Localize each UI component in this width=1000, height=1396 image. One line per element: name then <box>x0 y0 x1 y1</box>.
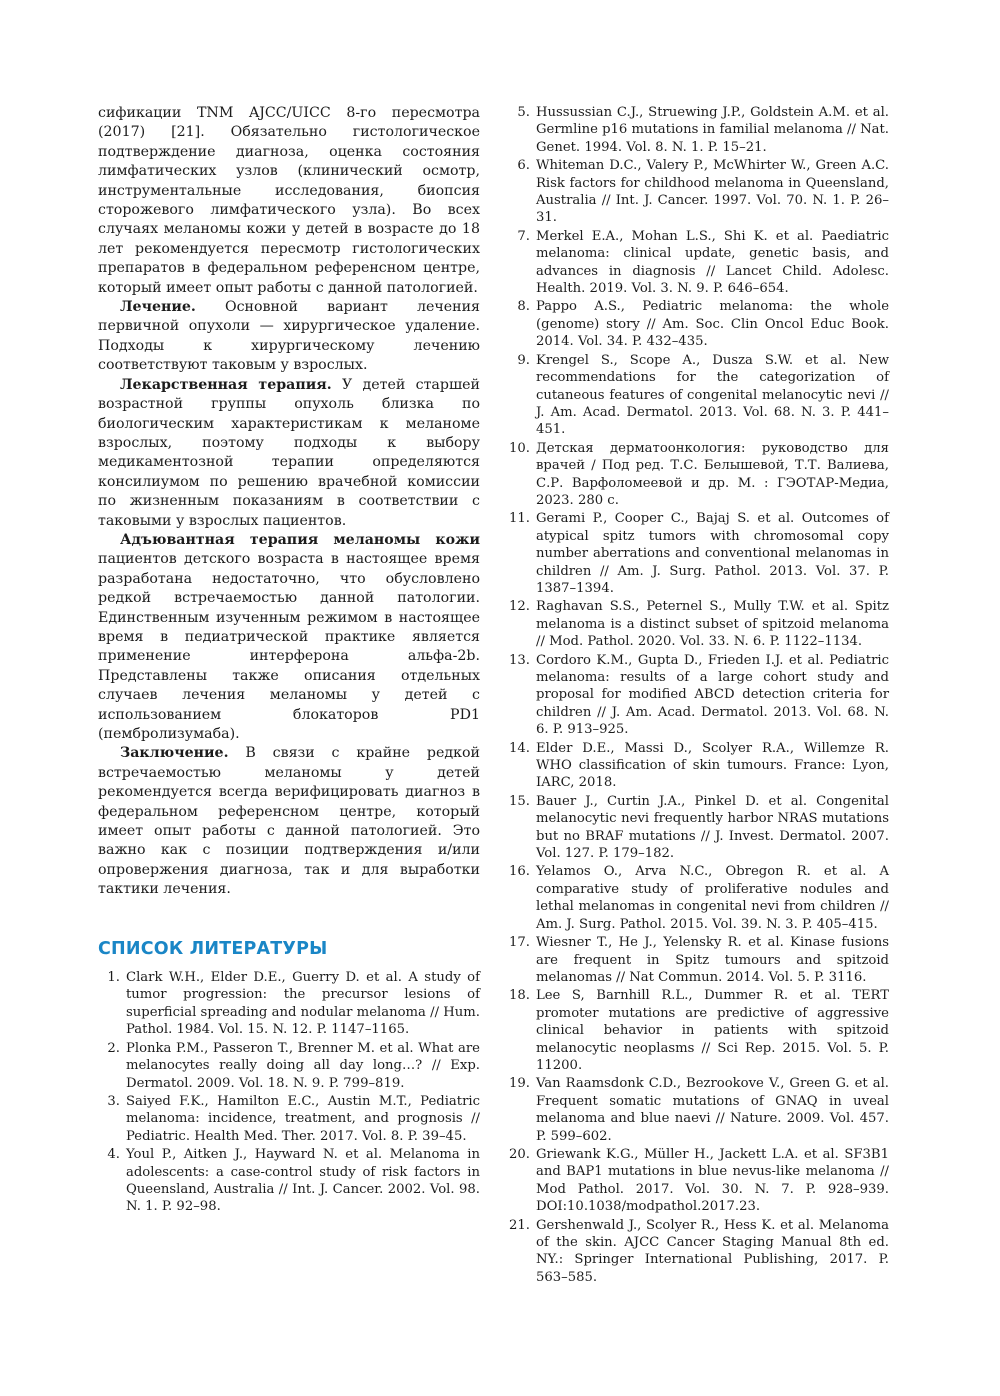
reference-text: Griewank K.G., Müller H., Jackett L.A. et al. SF3B1 and BAP1 mutations in blue nevus-like melanoma // Mod Pathol. 2017. Vol. 30. N. 7. P. 928–939. DOI:10.1038/modpathol.2017.23. <box>536 1146 889 1215</box>
reference-item <box>98 1093 480 1145</box>
reference-number: 15. <box>509 793 530 809</box>
reference-item <box>98 969 480 1039</box>
reference-text: Raghavan S.S., Peternel S., Mully T.W. et al. Spitz melanoma is a distinct subset of spitzoid melanoma // Mod. Pathol. 2020. Vol. 33. N. 6. P. 1122–1134. <box>536 599 889 650</box>
reference-number: 4. <box>107 1147 120 1163</box>
reference-number: 19. <box>509 1076 530 1092</box>
treatment-heading: Лечение. <box>120 299 196 316</box>
adjuvant-text: пациентов детского возраста в настоящее время разработана недостаточно, что обусловлено редкой встречаемостью данной патологии. Единственным изученным режимом в настоящее время в педиатрической практике является применение интерферона альфа-2b. Представлены также описания отдельных случаев лечения меланомы у детей с использованием блокаторов PD1 (пембролизумаба). <box>98 551 480 742</box>
reference-text: Детская дерматоонкология: руководство для врачей / Под ред. Т.С. Белышевой, Т.Т. Валиева, С.Р. Варфоломеевой и др. М. : ГЭОТАР-Медиа, 2023. 280 с. <box>536 440 889 508</box>
drug-therapy-paragraph <box>98 376 480 531</box>
reference-number: 17. <box>509 935 530 951</box>
reference-text: Lee S, Barnhill R.L., Dummer R. et al. TERT promoter mutations are predictive of aggressive clinical behavior in patients with spitzoid melanocytic neoplasms // Sci Rep. 2015. Vol. 5. P. 11200. <box>536 988 889 1073</box>
reference-number: 7. <box>517 228 530 244</box>
reference-text: Gershenwald J., Scolyer R., Hess K. et al. Melanoma of the skin. AJCC Cancer Staging Manual 8th ed. NY.: Springer International Publishing, 2017. P. 563–585. <box>536 1217 889 1285</box>
conclusion-heading: Заключение. <box>120 745 229 762</box>
drug-therapy-text: У детей старшей возрастной группы опухоль близка по биологическим характеристикам к меланоме взрослых, поэтому подходы к выбору медикаментозной терапии определяются консилиумом по решению врачебной комиссии по жизненным показаниям в соответствии с таковыми у взрослых пациентов. <box>98 376 480 529</box>
reference-text: Merkel E.A., Mohan L.S., Shi K. et al. Paediatric melanoma: clinical update, genetic basis, and advances in diagnosis // Lancet Child. Adolesc. Health. 2019. Vol. 3. N. 9. P. 646–654. <box>536 228 889 297</box>
reference-item <box>508 157 889 227</box>
reference-number: 5. <box>517 105 530 120</box>
reference-number: 13. <box>509 652 530 668</box>
reference-text: Youl P., Aitken J., Hayward N. et al. Melanoma in adolescents: a case-control study of risk factors in Queensland, Australia // Int. J. Cancer. 2002. Vol. 98. N. 1. P. 92–98. <box>126 1147 480 1215</box>
reference-item <box>508 987 889 1074</box>
reference-item <box>508 598 889 650</box>
reference-text: Wiesner T., He J., Yelensky R. et al. Kinase fusions are frequent in Spitz tumours and spitzoid melanomas // Nat Commun. 2014. Vol. 5. P. 3116. <box>536 935 889 985</box>
reference-number: 1. <box>107 970 120 986</box>
reference-item <box>508 440 889 510</box>
reference-item <box>508 740 889 792</box>
reference-text: Bauer J., Curtin J.A., Pinkel D. et al. Congenital melanocytic nevi frequently harbor NRAS mutations but no BRAF mutations // J. Invest. Dermatol. 2007. Vol. 127. P. 179–182. <box>536 793 889 862</box>
reference-item <box>508 298 889 350</box>
reference-item <box>508 1146 889 1216</box>
reference-number: 11. <box>509 511 530 527</box>
reference-text: Clark W.H., Elder D.E., Guerry D. et al. A study of tumor progression: the precursor lesions of superficial spreading and nodular melanoma // Hum. Pathol. 1984. Vol. 15. N. 12. P. 1147–1165. <box>126 970 480 1038</box>
reference-item <box>98 1146 480 1216</box>
left-column <box>98 104 480 1217</box>
adjuvant-paragraph <box>98 531 480 744</box>
reference-item <box>508 863 889 933</box>
reference-text: Hussussian C.J., Struewing J.P., Goldstein A.M. et al. Germline p16 mutations in familial melanoma // Nat. Genet. 1994. Vol. 8. N. 1. P. 15–21. <box>536 105 889 155</box>
reference-number: 14. <box>509 740 530 756</box>
reference-item <box>508 228 889 298</box>
reference-item <box>508 1217 889 1287</box>
reference-list-left <box>98 969 480 1216</box>
reference-text: Elder D.E., Massi D., Scolyer R.A., Willemze R. WHO classification of skin tumours. France: Lyon, IARC, 2018. <box>536 740 889 791</box>
references-title: СПИСОК ЛИТЕРАТУРЫ <box>98 938 328 959</box>
adjuvant-heading: Адъювантная терапия меланомы кожи <box>120 531 480 548</box>
reference-text: Yelamos O., Arva N.C., Obregon R. et al. A comparative study of proliferative nodules and lethal melanomas in congenital nevi from children // Am. J. Surg. Pathol. 2015. Vol. 39. N. 3. P. 405–415. <box>536 864 889 932</box>
reference-number: 9. <box>517 352 530 368</box>
reference-list-right <box>508 104 889 1286</box>
reference-item <box>98 1040 480 1092</box>
reference-item <box>508 352 889 439</box>
drug-therapy-heading: Лекарственная терапия. <box>120 376 332 393</box>
conclusion-text: В связи с крайне редкой встречаемостью меланомы у детей рекомендуется всегда верифицировать диагноз в федеральном референсном центре, который имеет опыт работы с данной патологией. Это важно как с позиции подтверждения и/или опровержения диагноза, так и для выработки тактики лечения. <box>98 745 480 898</box>
reference-number: 21. <box>509 1217 530 1233</box>
reference-number: 8. <box>517 299 530 315</box>
reference-number: 18. <box>509 988 530 1004</box>
reference-number: 12. <box>509 599 530 615</box>
reference-number: 2. <box>107 1040 120 1056</box>
treatment-paragraph <box>98 298 480 376</box>
reference-number: 10. <box>509 440 530 456</box>
reference-text: Saiyed F.K., Hamilton E.C., Austin M.T., Pediatric melanoma: incidence, treatment, and prognosis // Pediatric. Health Med. Ther. 2017. Vol. 8. P. 39–45. <box>126 1093 480 1144</box>
reference-text: Van Raamsdonk C.D., Bezrookove V., Green G. et al. Frequent somatic mutations of GNAQ in uveal melanoma and blue naevi // Nature. 2009. Vol. 457. P. 599–602. <box>536 1076 889 1144</box>
treatment-text: Основной вариант лечения первичной опухоли — хирургическое удаление. Подходы к хирургическому лечению соответствуют таковым у взрослых. <box>98 299 480 374</box>
reference-text: Gerami P., Cooper C., Bajaj S. et al. Outcomes of atypical spitz tumors with chromosomal copy number aberrations and conventional melanomas in children // Am. J. Surg. Pathol. 2013. Vol. 37. P. 1387–1394. <box>536 511 889 596</box>
reference-text: Krengel S., Scope A., Dusza S.W. et al. New recommendations for the categorization of cutaneous features of congenital melanocytic nevi // J. Am. Acad. Dermatol. 2013. Vol. 68. N. 3. P. 441–451. <box>536 352 889 438</box>
conclusion-paragraph <box>98 744 480 899</box>
reference-item <box>508 652 889 739</box>
reference-number: 3. <box>107 1093 120 1109</box>
right-column <box>508 104 889 1287</box>
reference-number: 6. <box>517 158 530 174</box>
reference-item <box>508 510 889 597</box>
intro-paragraph: сификации TNM AJCC/UICC 8-го пересмотра (2017) [21]. Обязательно гистологическое подтверждение диагноза, оценка состояния лимфатических узлов (клинический осмотр, инструментальные исследования, биопсия сторожевого лимфатического узла). Во всех случаях меланомы кожи у детей в возрасте до 18 лет рекомендуется пересмотр гистологических препаратов в федеральном референсном центре, который имеет опыт работы с данной патологией. <box>98 105 480 296</box>
reference-text: Pappo A.S., Pediatric melanoma: the whole (genome) story // Am. Soc. Clin Oncol Educ Book. 2014. Vol. 34. P. 432–435. <box>536 299 889 350</box>
reference-text: Whiteman D.C., Valery P., McWhirter W., Green A.C. Risk factors for childhood melanoma in Queensland, Australia // Int. J. Cancer. 1997. Vol. 70. N. 1. P. 26–31. <box>536 158 889 226</box>
reference-number: 20. <box>509 1146 530 1162</box>
reference-text: Cordoro K.M., Gupta D., Frieden I.J. et al. Pediatric melanoma: results of a large cohort study and proposal for modified ABCD detection criteria for children // J. Am. Acad. Dermatol. 2013. Vol. 68. N. 6. P. 913–925. <box>536 652 889 738</box>
reference-text: Plonka P.M., Passeron T., Brenner M. et al. What are melanocytes really doing all day long…? // Exp. Dermatol. 2009. Vol. 18. N. 9. P. 799–819. <box>126 1040 480 1091</box>
reference-item <box>508 104 889 156</box>
reference-item <box>508 934 889 986</box>
reference-item <box>508 793 889 863</box>
reference-item <box>508 1075 889 1145</box>
reference-number: 16. <box>509 864 530 880</box>
